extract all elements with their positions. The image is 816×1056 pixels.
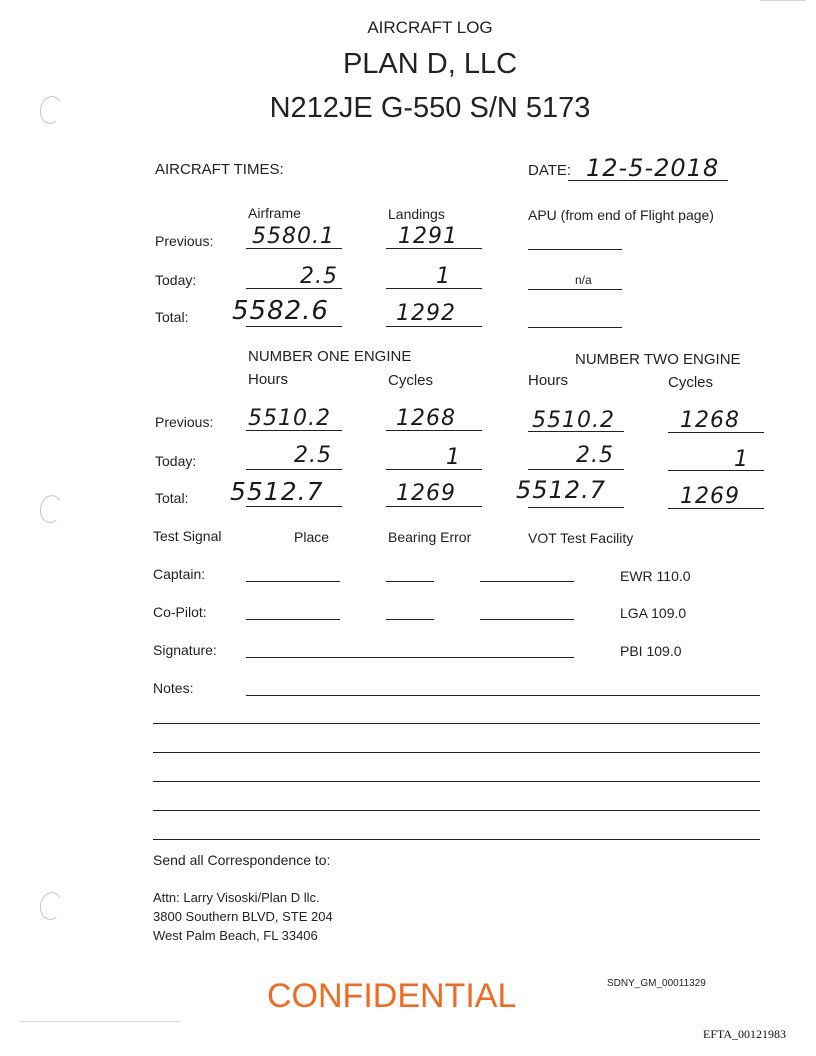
- e1-hours-today: 2.5: [294, 443, 332, 468]
- scan-bottom-mark: [20, 1021, 180, 1022]
- apu-total-line: [528, 327, 622, 328]
- col-vot-facility: VOT Test Facility: [528, 530, 634, 546]
- airframe-total-value: 5582.6: [232, 296, 329, 326]
- col-landings: Landings: [388, 206, 445, 222]
- e1-cycles-previous: 1268: [396, 406, 456, 431]
- aircraft-id: N212JE G-550 S/N 5173: [269, 92, 591, 124]
- col-test-signal: Test Signal: [153, 528, 222, 544]
- e1-cycles-today: 1: [446, 445, 461, 470]
- scan-edge-mark: [760, 0, 806, 1]
- landings-total-value: 1292: [396, 301, 456, 326]
- captain-place-line: [246, 581, 340, 582]
- e1-cycles-today-line: [386, 469, 482, 470]
- signature-line: [246, 657, 574, 658]
- punch-hole-bottom: [38, 890, 65, 921]
- e2-hours-today-line: [528, 469, 624, 470]
- log-title: AIRCRAFT LOG: [367, 18, 493, 37]
- copilot-label: Co-Pilot:: [153, 604, 207, 620]
- engine-one-title: NUMBER ONE ENGINE: [248, 348, 412, 365]
- e2-hours-total-line: [528, 507, 624, 508]
- captain-label: Captain:: [153, 566, 206, 582]
- e1-hours-total-line: [246, 506, 342, 507]
- landings-today-line: [386, 288, 482, 289]
- e2-hours-total: 5512.7: [516, 476, 606, 504]
- row-previous-label: Previous:: [155, 233, 214, 249]
- date-value: 12-5-2018: [586, 154, 720, 182]
- airframe-today-value: 2.5: [300, 264, 338, 289]
- copilot-bearing-line: [386, 619, 434, 620]
- copilot-place-line: [246, 619, 340, 620]
- correspondence-heading: Send all Correspondence to:: [153, 852, 331, 868]
- notes-line-5: [153, 810, 760, 811]
- engine-two-hours-header: Hours: [528, 372, 569, 389]
- efta-number: EFTA_00121983: [703, 1027, 787, 1041]
- signature-label: Signature:: [153, 642, 217, 658]
- e1-cycles-total: 1269: [396, 481, 456, 506]
- date-label: DATE:: [528, 162, 572, 179]
- apu-previous-line: [528, 249, 622, 250]
- airframe-previous-value: 5580.1: [252, 224, 335, 249]
- col-bearing-error: Bearing Error: [388, 529, 472, 545]
- engine-two-title: NUMBER TWO ENGINE: [575, 351, 741, 368]
- e2-hours-previous: 5510.2: [532, 408, 615, 433]
- facility-pbi: PBI 109.0: [620, 643, 682, 659]
- e1-hours-previous: 5510.2: [248, 406, 331, 431]
- apu-today-value: n/a: [575, 273, 592, 287]
- col-apu: APU (from end of Flight page): [528, 207, 714, 223]
- e1-hours-today-line: [246, 469, 342, 470]
- engine-two-cycles-header: Cycles: [668, 374, 714, 391]
- row-total-label: Total:: [155, 309, 189, 325]
- e2-cycles-today: 1: [734, 447, 749, 472]
- notes-line-1: [246, 695, 760, 696]
- confidential-stamp: CONFIDENTIAL: [267, 977, 517, 1015]
- landings-today-value: 1: [436, 264, 451, 289]
- e1-hours-total: 5512.7: [230, 477, 324, 506]
- company-name: PLAN D, LLC: [342, 48, 518, 80]
- e2-hours-today: 2.5: [576, 443, 614, 468]
- e1-cycles-total-line: [386, 506, 482, 507]
- address-line-3: West Palm Beach, FL 33406: [153, 928, 318, 943]
- col-airframe: Airframe: [248, 205, 301, 221]
- row-today-label: Today:: [155, 272, 197, 288]
- bates-number: SDNY_GM_00011329: [607, 978, 706, 989]
- notes-line-4: [153, 781, 760, 782]
- e2-cycles-total: 1269: [680, 484, 740, 509]
- aircraft-times-label: AIRCRAFT TIMES:: [155, 161, 284, 178]
- notes-line-3: [153, 752, 760, 753]
- notes-line-2: [153, 723, 760, 724]
- col-place: Place: [294, 529, 330, 545]
- engine-one-hours-header: Hours: [248, 371, 289, 388]
- landings-previous-value: 1291: [398, 224, 458, 249]
- captain-extra-line: [480, 581, 574, 582]
- copilot-extra-line: [480, 619, 574, 620]
- address-line-2: 3800 Southern BLVD, STE 204: [153, 909, 333, 924]
- engine-previous-label: Previous:: [155, 414, 214, 430]
- apu-today-line: [528, 289, 622, 290]
- landings-total-line: [386, 326, 482, 327]
- punch-hole-middle: [38, 493, 65, 524]
- e2-cycles-today-line: [668, 470, 764, 471]
- address-line-1: Attn: Larry Visoski/Plan D llc.: [153, 890, 320, 905]
- notes-line-6: [153, 839, 760, 840]
- facility-ewr: EWR 110.0: [620, 568, 691, 584]
- captain-bearing-line: [386, 581, 434, 582]
- airframe-total-line: [246, 326, 342, 327]
- facility-lga: LGA 109.0: [620, 605, 687, 621]
- engine-total-label: Total:: [155, 490, 189, 506]
- e2-cycles-previous: 1268: [680, 408, 740, 433]
- engine-today-label: Today:: [155, 453, 197, 469]
- notes-label: Notes:: [153, 680, 194, 696]
- engine-one-cycles-header: Cycles: [388, 372, 434, 389]
